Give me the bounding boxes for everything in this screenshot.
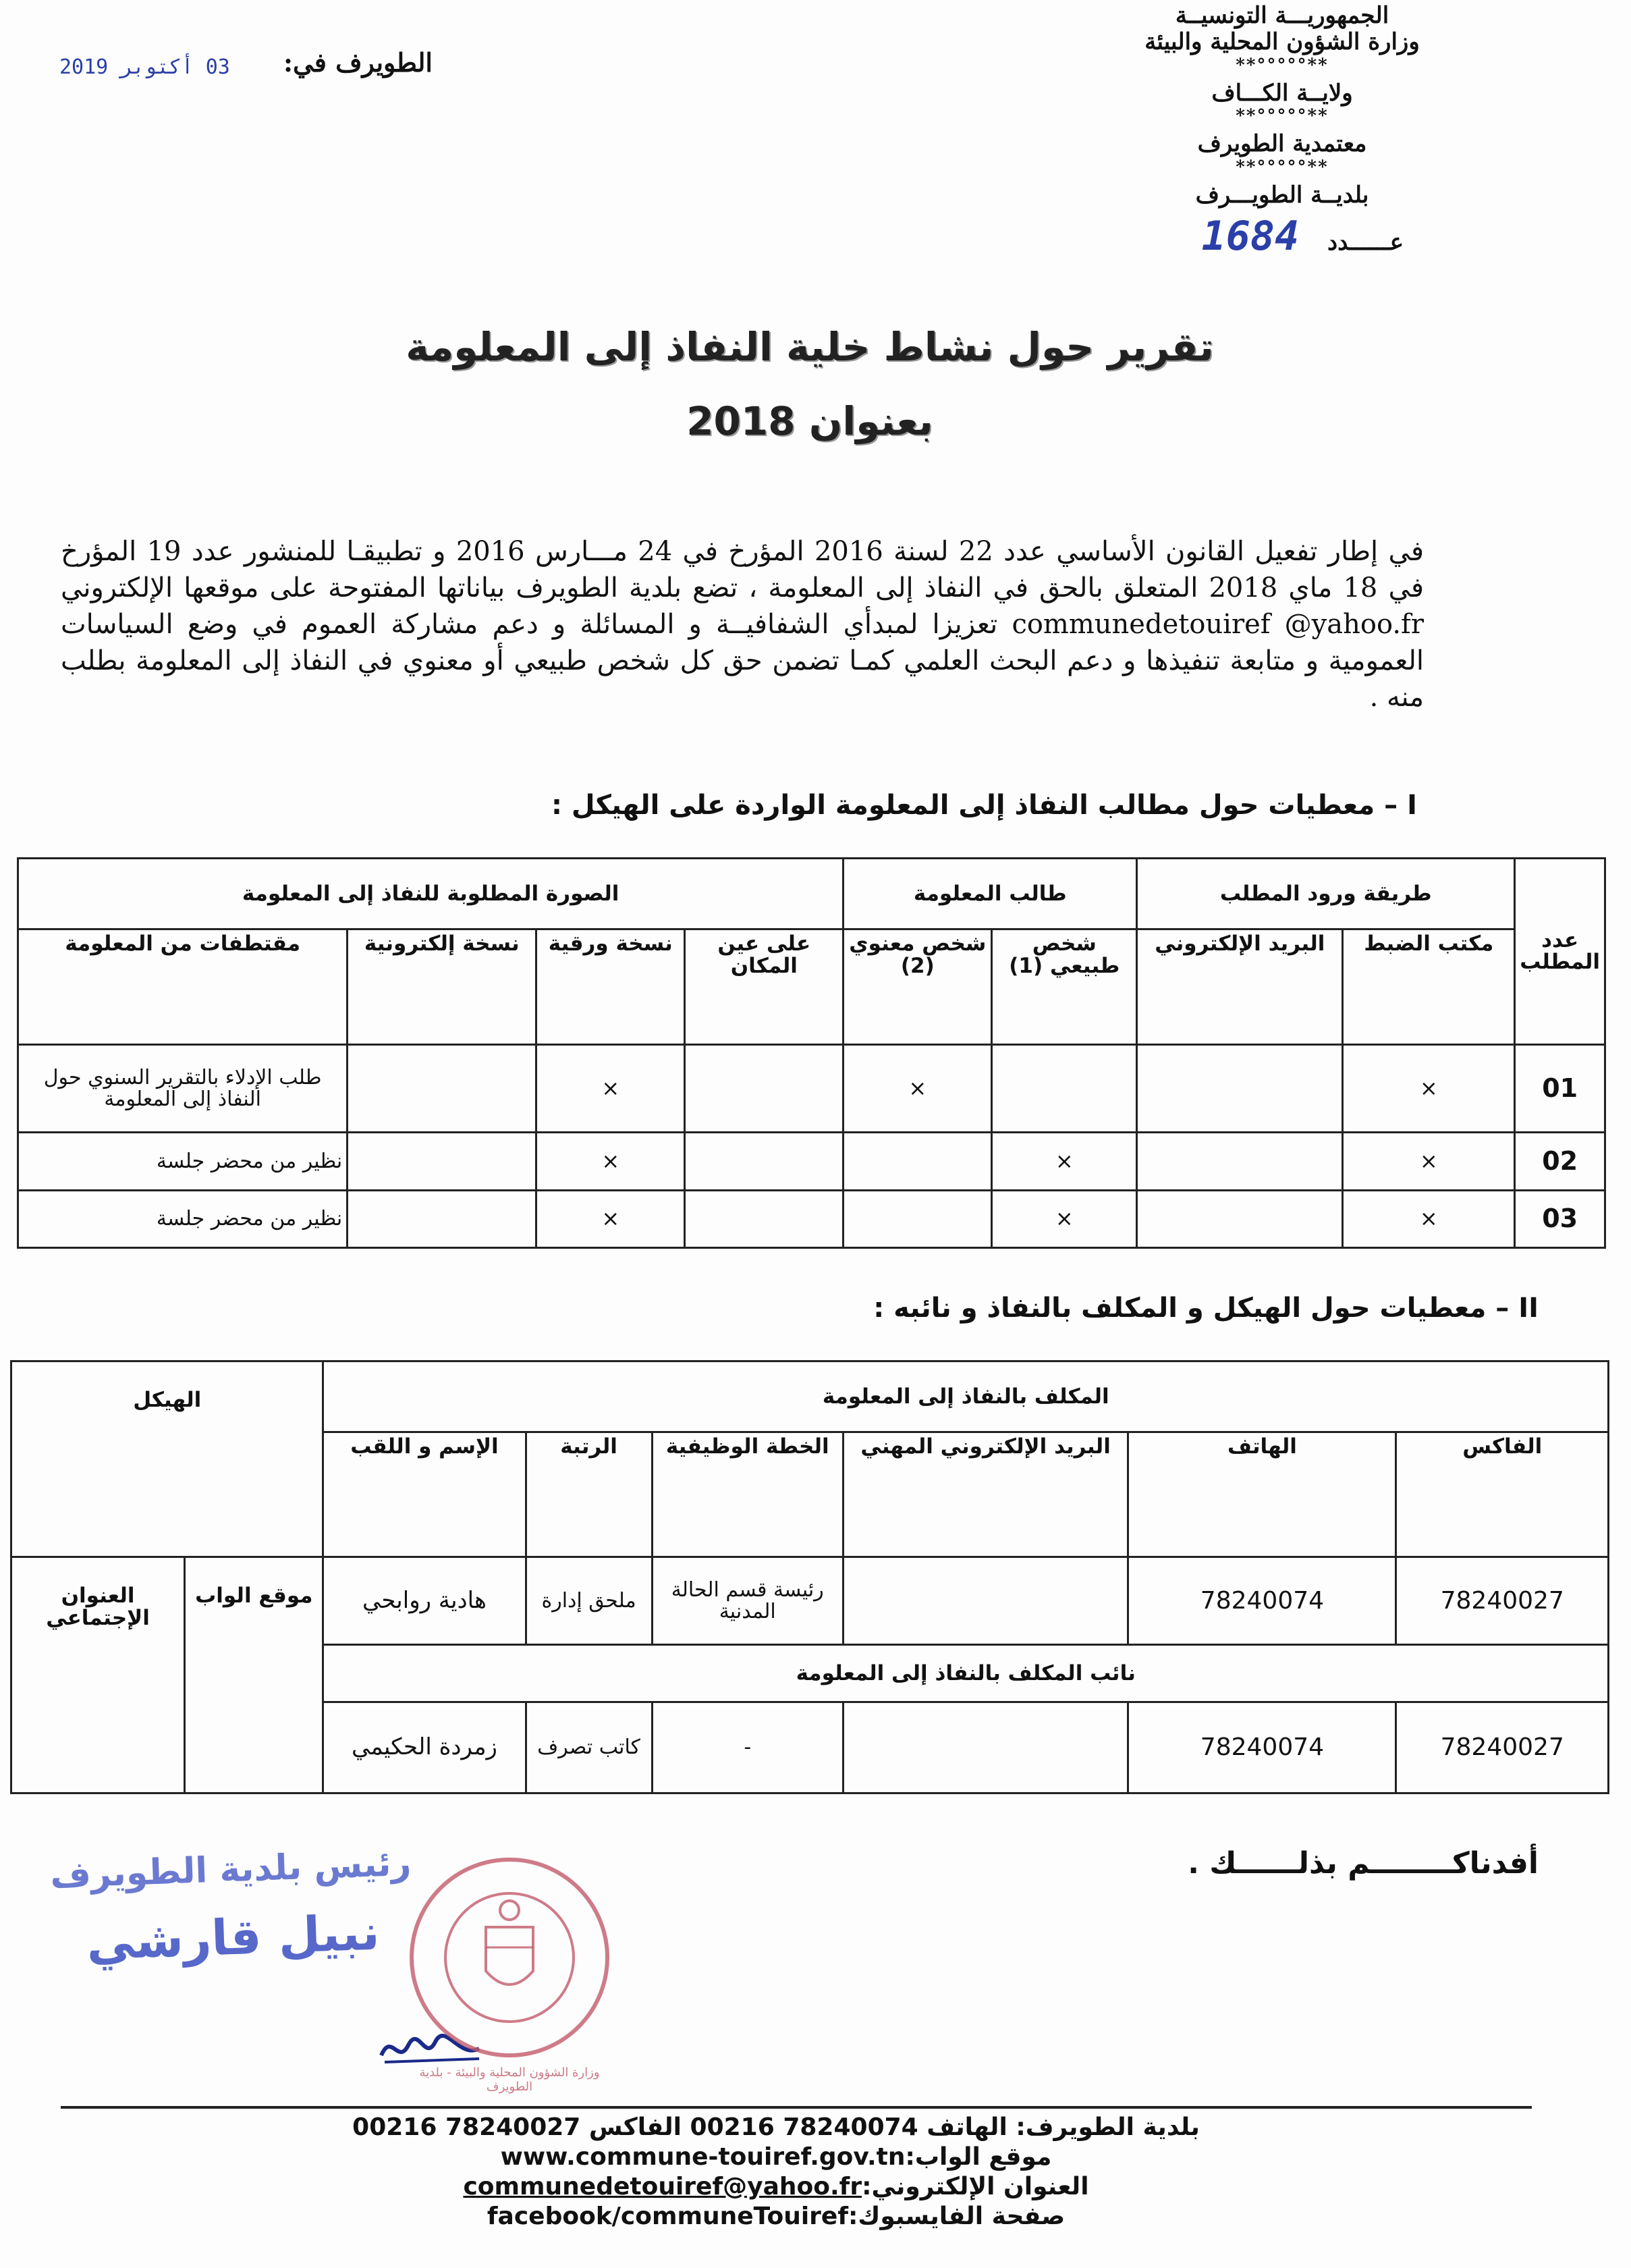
footer-contact: بلدية الطويرف: الهاتف 78240074 00216 الفاكس 78240027 00216: [352, 2113, 1200, 2141]
cell-onsite: [685, 1133, 844, 1190]
cell-subject: نظير من محضر جلسة: [18, 1133, 348, 1190]
col-paper-copy: نسخة ورقية: [536, 929, 685, 1045]
cell-email: [1137, 1133, 1343, 1190]
col-email: البريد الإلكتروني: [1137, 929, 1343, 1045]
number-value: 1684: [1201, 213, 1300, 260]
closing-line: أفدناكــــــــم بذلــــــك .: [1188, 1846, 1539, 1881]
officer-rank: ملحق إدارة: [526, 1557, 652, 1645]
row-number: 01: [1515, 1044, 1605, 1132]
col-moral-person: شخص معنوي (2): [844, 929, 992, 1045]
cell-electronic: [348, 1190, 536, 1247]
cell-electronic: [348, 1044, 536, 1132]
cell-natural: ×: [992, 1190, 1137, 1247]
deputy-position: -: [652, 1702, 843, 1793]
cell-paper: ×: [536, 1133, 685, 1190]
col-pro-email: البريد الإلكتروني المهني: [843, 1432, 1128, 1557]
footer-email: [304, 2172, 1248, 2202]
number-label: عــــــدد: [1327, 229, 1404, 256]
col-natural-person: شخص طبيعي (1): [992, 929, 1137, 1045]
cell-paper: ×: [536, 1044, 685, 1132]
mayor-name: نبيل قارشي: [85, 1904, 381, 1971]
cell-natural: ×: [992, 1133, 1137, 1190]
footer-divider: [61, 2106, 1532, 2109]
officer-position: رئيسة قسم الحالة المدنية: [652, 1557, 843, 1645]
country-name: الجمهوريـــة التونسيــة: [1175, 2, 1389, 29]
location-label: الطويرف في:: [283, 47, 433, 78]
delegation-name: معتمدية الطويرف: [1197, 130, 1367, 158]
signature-stamp: [48, 1843, 418, 2018]
col-group-method: طريقة ورود المطلب: [1137, 859, 1515, 929]
municipality-name: بلديــة الطويـــرف: [1195, 181, 1369, 209]
cell-office: ×: [1343, 1133, 1515, 1190]
official-seal-icon: [405, 1853, 614, 2062]
officer-phone: 78240074: [1128, 1557, 1396, 1645]
col-fax: الفاكس: [1396, 1432, 1609, 1557]
col-excerpts: مقتطفات من المعلومة: [18, 929, 348, 1045]
col-website: موقع الواب: [185, 1557, 323, 1793]
deputy-email: [843, 1702, 1128, 1793]
cell-onsite: [685, 1190, 844, 1247]
governorate-name: ولايــة الكـــاف: [1211, 79, 1353, 107]
col-group-format: الصورة المطلوبة للنفاذ إلى المعلومة: [18, 859, 844, 929]
entity-header: الهيكل: [11, 1361, 323, 1557]
cell-office: ×: [1343, 1190, 1515, 1247]
facebook-link[interactable]: facebook/communeTouiref: [487, 2203, 848, 2230]
col-phone: الهاتف: [1128, 1432, 1396, 1557]
reference-number: [1147, 213, 1404, 260]
section-2-title: II – معطيات حول الهيكل و المكلف بالنفاذ و نائبه :: [873, 1293, 1539, 1324]
col-onsite: على عين المكان: [685, 929, 844, 1045]
date-stamp: 03 أكتوبر 2019: [59, 55, 230, 79]
row-number: 03: [1515, 1190, 1605, 1247]
cell-email: [1137, 1044, 1343, 1132]
stamp-title: رئيس بلدية الطويرف: [49, 1843, 412, 1897]
cell-electronic: [348, 1133, 536, 1190]
email-label: العنوان الإلكتروني:: [862, 2173, 1089, 2200]
website-link[interactable]: www.commune-touiref.gov.tn: [500, 2143, 906, 2171]
footer-website: [304, 2142, 1248, 2172]
officer-email: [843, 1557, 1128, 1645]
separator: **°°°°°**: [1236, 157, 1329, 178]
cell-subject: طلب الإدلاء بالتقرير السنوي حول النفاذ إلى المعلومة: [18, 1044, 348, 1132]
cell-subject: نظير من محضر جلسة: [18, 1190, 348, 1247]
deputy-phone: 78240074: [1128, 1702, 1396, 1793]
col-group-requester: طالب المعلومة: [844, 859, 1137, 929]
intro-paragraph: في إطار تفعيل القانون الأساسي عدد 22 لسنة 2016 المؤرخ في 24 مـــارس 2016 و تطبيقـا للمنشور عدد 19 المؤرخ في 18 ماي 2018 المتعلق بالحق في النفاذ إلى المعلومة ، تضع بلدية الطويرف بياناتها المفتوحة على موقعها الإلكتروني communedetouiref @yahoo.fr تعزيزا لمبدأي الشفافيــة و المسائلة و دعم مشاركة العموم في وضع السياسات العمومية و متابعة تنفيذها و دعم البحث العلمي كمـا تضمن حق كل شخص طبيعي أو معنوي في النفاذ إلى المعلومة بطلب منه .: [61, 536, 1424, 713]
deputy-rank: كاتب تصرف: [526, 1702, 652, 1793]
col-name: الإسم و اللقب: [323, 1432, 526, 1557]
deputy-fax: 78240027: [1396, 1702, 1609, 1793]
web-label: موقع الواب:: [905, 2143, 1052, 2171]
ministry-name: وزارة الشؤون المحلية والبيئة: [1144, 28, 1420, 56]
cell-office: ×: [1343, 1044, 1515, 1132]
cell-moral: [844, 1190, 992, 1247]
officer-row: [11, 1557, 1609, 1645]
col-address: العنوان الإجتماعي: [11, 1557, 185, 1793]
cell-natural: [992, 1044, 1137, 1132]
cell-email: [1137, 1190, 1343, 1247]
col-position: الخطة الوظيفية: [652, 1432, 843, 1557]
col-office: مكتب الضبط: [1343, 929, 1515, 1045]
footer-facebook: [304, 2202, 1248, 2232]
facebook-label: صفحة الفايسبوك:: [848, 2203, 1066, 2230]
table-row: [18, 1190, 1605, 1247]
officers-table: [10, 1360, 1609, 1794]
letterhead: [1093, 3, 1471, 208]
email-link[interactable]: communedetouiref@yahoo.fr: [463, 2173, 862, 2200]
officer-fax: 78240027: [1396, 1557, 1609, 1645]
separator: **°°°°°**: [1236, 55, 1329, 76]
cell-moral: ×: [844, 1044, 992, 1132]
requests-table: [17, 857, 1606, 1249]
officer-header: المكلف بالنفاذ إلى المعلومة: [323, 1361, 1609, 1432]
deputy-name: زمردة الحكيمي: [323, 1702, 526, 1793]
report-title: تقرير حول نشاط خلية النفاذ إلى المعلومة: [406, 324, 1214, 370]
officer-name: هادية روابحي: [323, 1557, 526, 1645]
cell-paper: ×: [536, 1190, 685, 1247]
report-year: بعنوان 2018: [686, 398, 933, 444]
separator: **°°°°°**: [1236, 106, 1329, 127]
row-number: 02: [1515, 1133, 1605, 1190]
cell-onsite: [685, 1044, 844, 1132]
table-row: [18, 1044, 1605, 1132]
table-row: [18, 1133, 1605, 1190]
col-electronic-copy: نسخة إلكترونية: [348, 929, 536, 1045]
cell-moral: [844, 1133, 992, 1190]
footer: [304, 2113, 1248, 2232]
seal-text: وزارة الشؤون المحلية والبيئة - بلدية الطويرف: [419, 2066, 600, 2094]
deputy-header: نائب المكلف بالنفاذ إلى المعلومة: [323, 1645, 1609, 1702]
section-1-title: I – معطيات حول مطالب النفاذ إلى المعلومة الواردة على الهيكل :: [551, 790, 1417, 821]
col-count: عدد المطلب: [1515, 859, 1605, 1045]
col-rank: الرتبة: [526, 1432, 652, 1557]
